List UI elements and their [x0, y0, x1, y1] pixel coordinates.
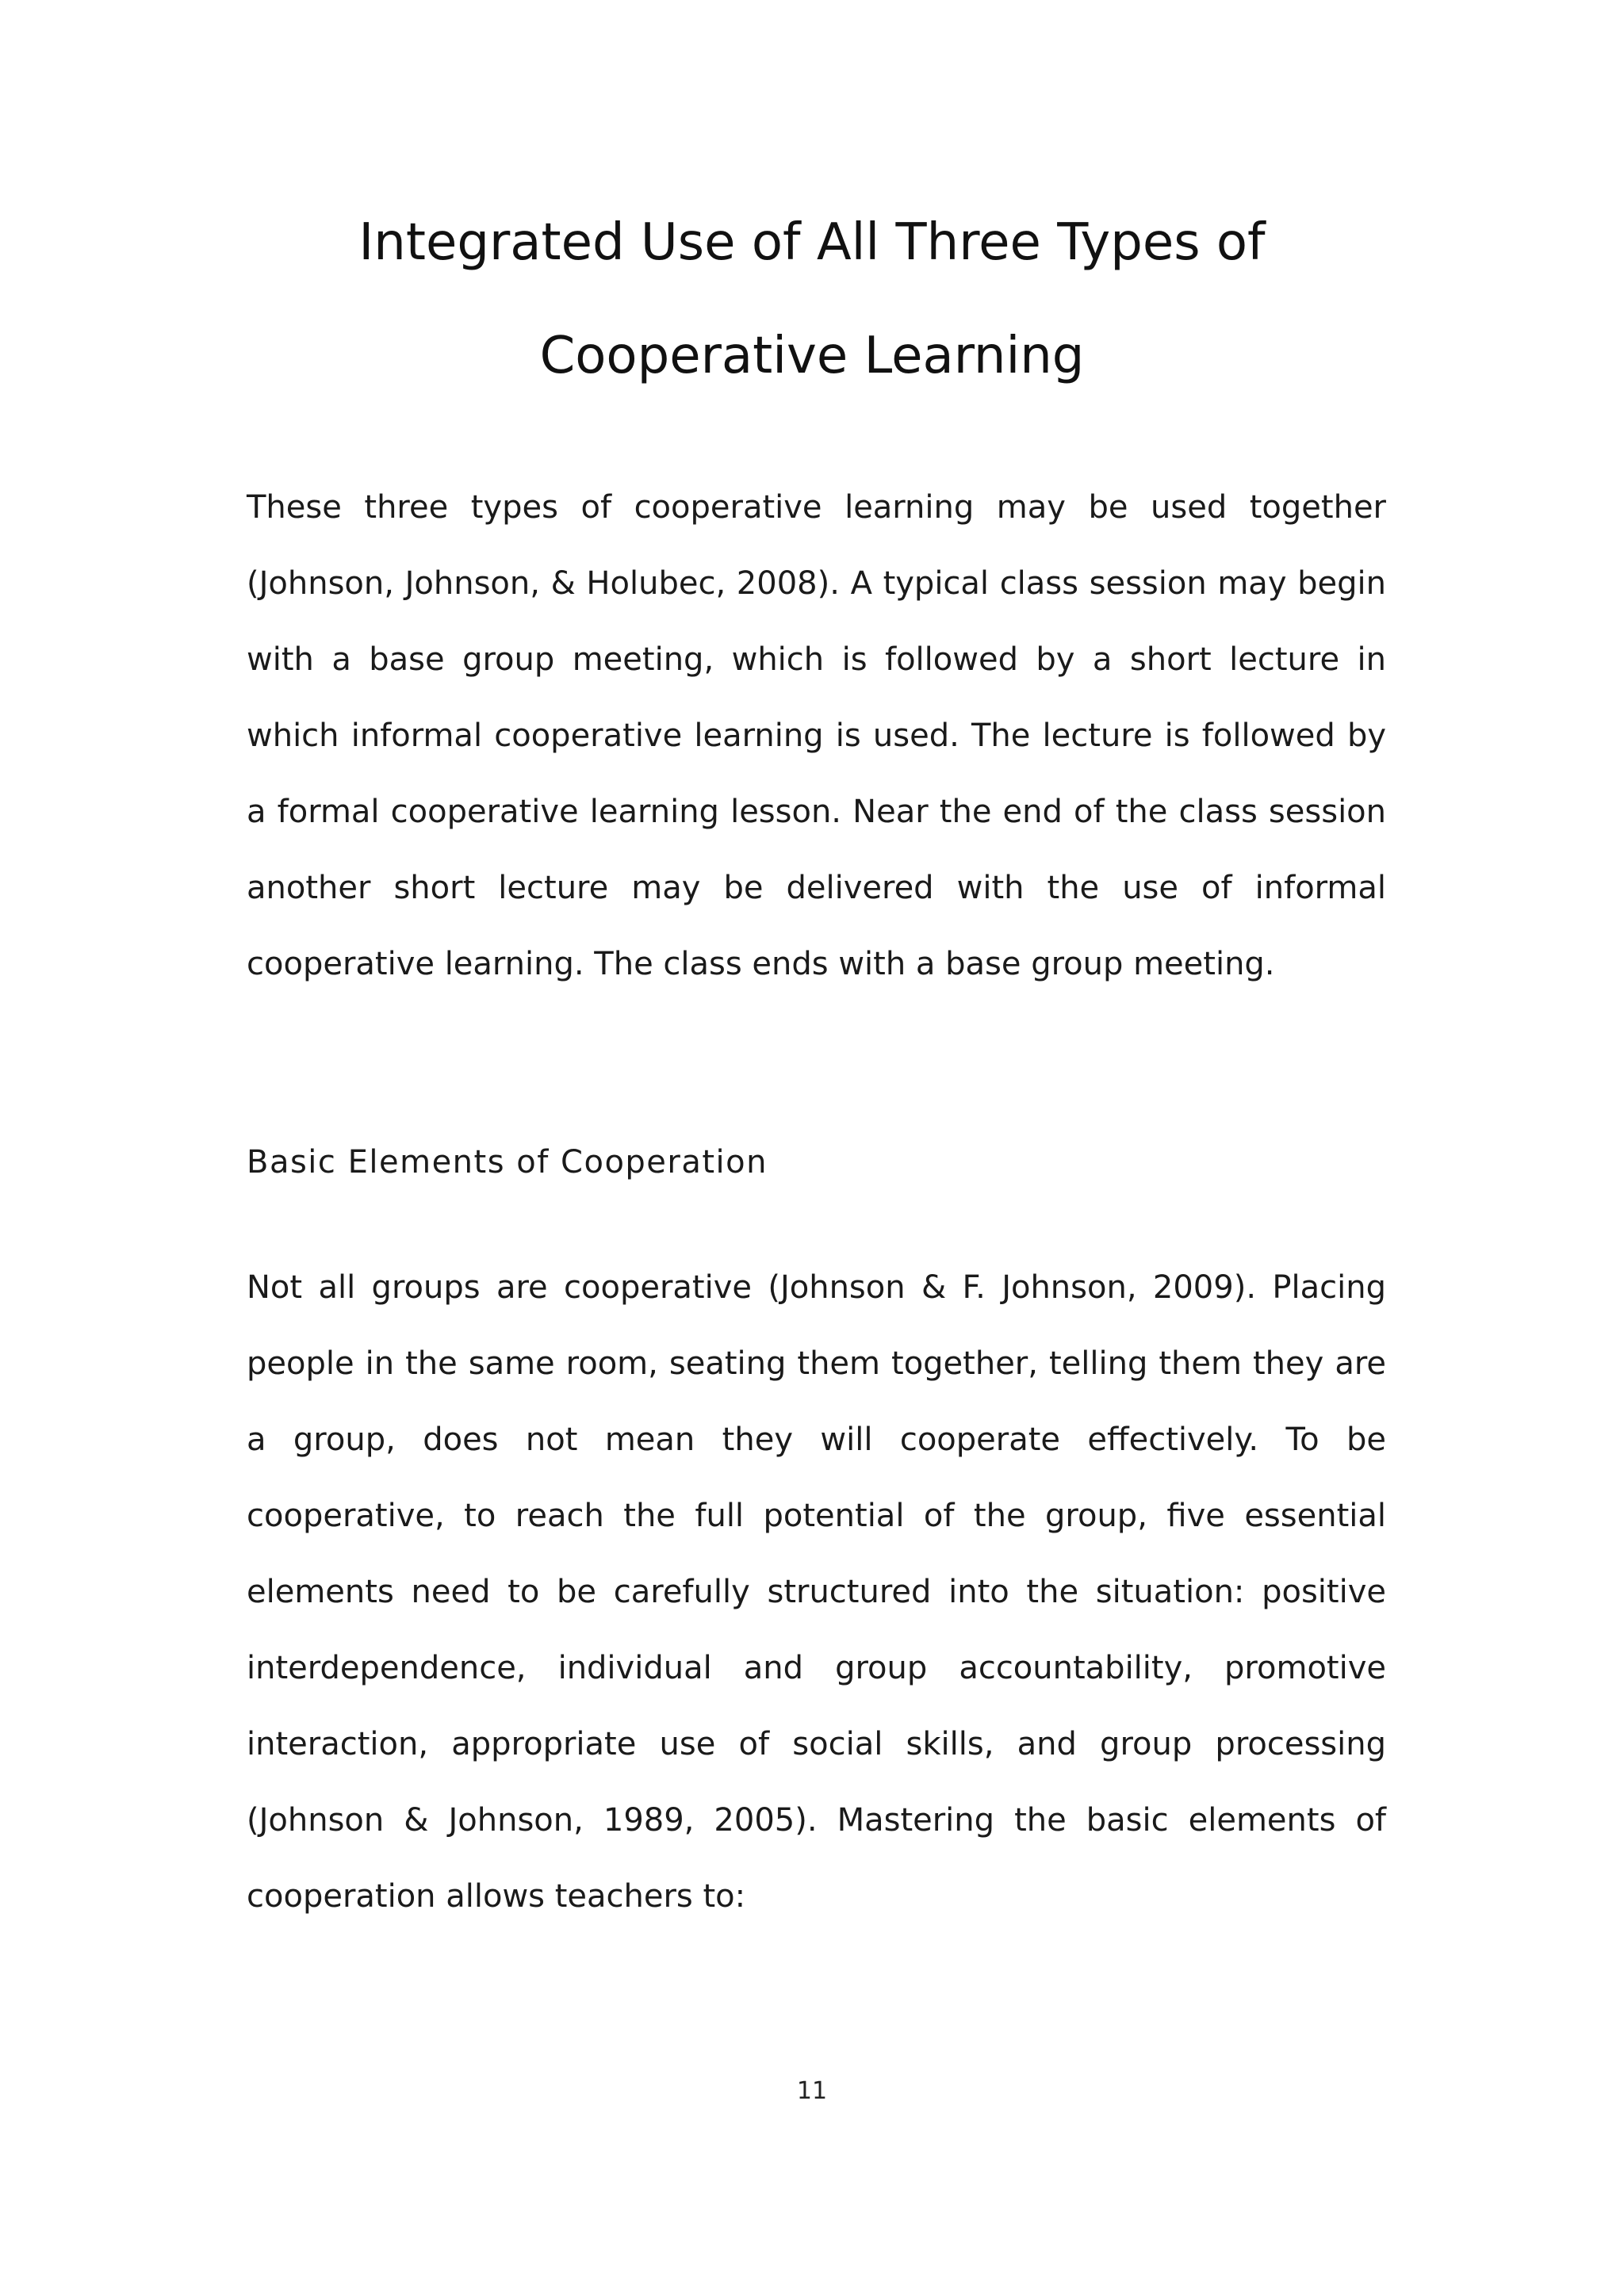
page-number: 11: [796, 2077, 828, 2105]
page-title-line-2: Cooperative Learning: [539, 327, 1085, 385]
page-title-line-1: Integrated Use of All Three Types of: [358, 213, 1266, 272]
section-heading-basic-elements: Basic Elements of Cooperation: [247, 1144, 768, 1181]
paragraph-basic-elements: Not all groups are cooperative (Johnson & F. Johnson, 2009). Placing people in the same room, seating them together, telling them they are a group, does not mean they will cooperate effectively. To be cooperative, to reach the full potential of the group, five essential elements need to be carefully structured into the situation: positive interdependence, individual and group accountability, promotive interaction, appropriate use of social skills, and group processing (Johnson & Johnson, 1989, 2005). Mastering the basic elements of cooperation allows teachers to:: [247, 1269, 1386, 1915]
paragraph-integrated-use: These three types of cooperative learning may be used together (Johnson, Johnson, & Holubec, 2008). A typical class session may begin with a base group meeting, which is followed by a short lecture in which informal cooperative learning is used. The lecture is followed by a formal cooperative learning lesson. Near the end of the class session another short lecture may be delivered with the use of informal cooperative learning. The class ends with a base group meeting.: [247, 489, 1386, 982]
